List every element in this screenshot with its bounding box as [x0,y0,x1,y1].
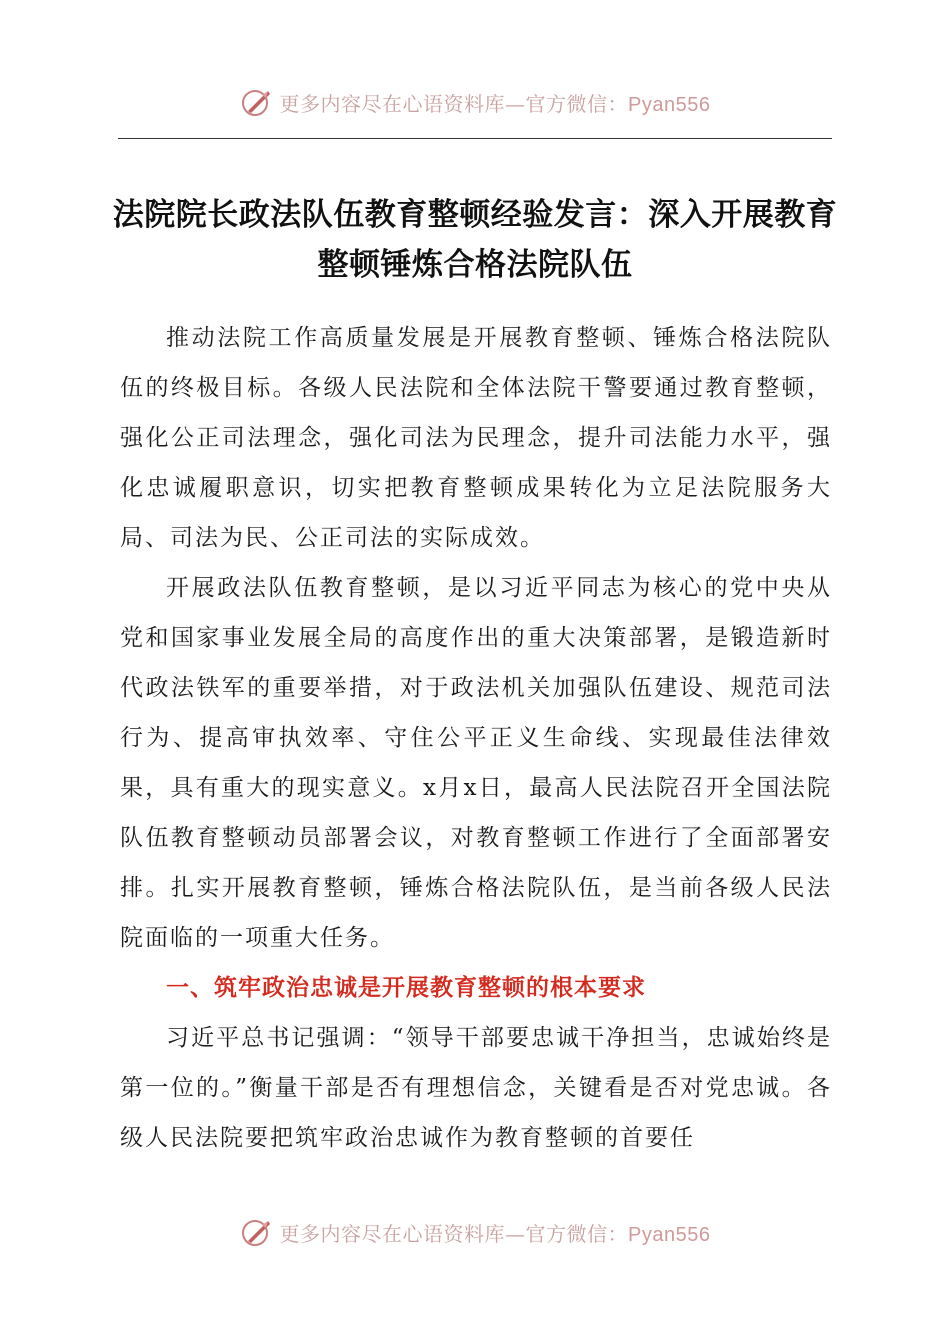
paragraph-1: 推动法院工作高质量发展是开展教育整顿、锤炼合格法院队伍的终极目标。各级人民法院和全体法院干警要通过教育整顿，强化公正司法理念，强化司法为民理念，提升司法能力水平，强化忠诚履职意识，切实把教育整顿成果转化为立足法院服务大局、司法为民、公正司法的实际成效。 [120,325,832,551]
watermark-text-cn: 更多内容尽在心语资料库—官方微信： [279,1221,629,1246]
document-title: 法院院长政法队伍教育整顿经验发言：深入开展教育整顿锤炼合格法院队伍 [112,197,838,283]
quill-logo-icon [240,1215,274,1249]
quill-logo-icon [240,85,274,119]
footer-watermark [0,1212,950,1252]
paragraph-3: 习近平总书记强调：“领导干部要忠诚干净担当，忠诚始终是第一位的。”衡量干部是否有理想信念，关键看是否对党忠诚。各级人民法院要把筑牢政治忠诚作为教育整顿的首要任 [120,1025,832,1151]
watermark-text-cn: 更多内容尽在心语资料库—官方微信： [279,91,629,116]
document-body [120,313,832,1163]
watermark-text [280,88,711,117]
section-heading-1: 一、筑牢政治忠诚是开展教育整顿的根本要求 [166,975,646,1001]
header-divider [118,138,832,139]
header-watermark [0,82,950,122]
watermark-wechat-id: Pyan556 [628,93,711,116]
watermark-text [280,1218,711,1247]
paragraph-2: 开展政法队伍教育整顿，是以习近平同志为核心的党中央从党和国家事业发展全局的高度作出的重大决策部署，是锻造新时代政法铁军的重要举措，对于政法机关加强队伍建设、规范司法行为、提高审执效率、守住公平正义生命线、实现最佳法律效果，具有重大的现实意义。x月x日，最高人民法院召开全国法院队伍教育整顿动员部署会议，对教育整顿工作进行了全面部署安排。扎实开展教育整顿，锤炼合格法院队伍，是当前各级人民法院面临的一项重大任务。 [120,575,832,951]
watermark-wechat-id: Pyan556 [628,1223,711,1246]
